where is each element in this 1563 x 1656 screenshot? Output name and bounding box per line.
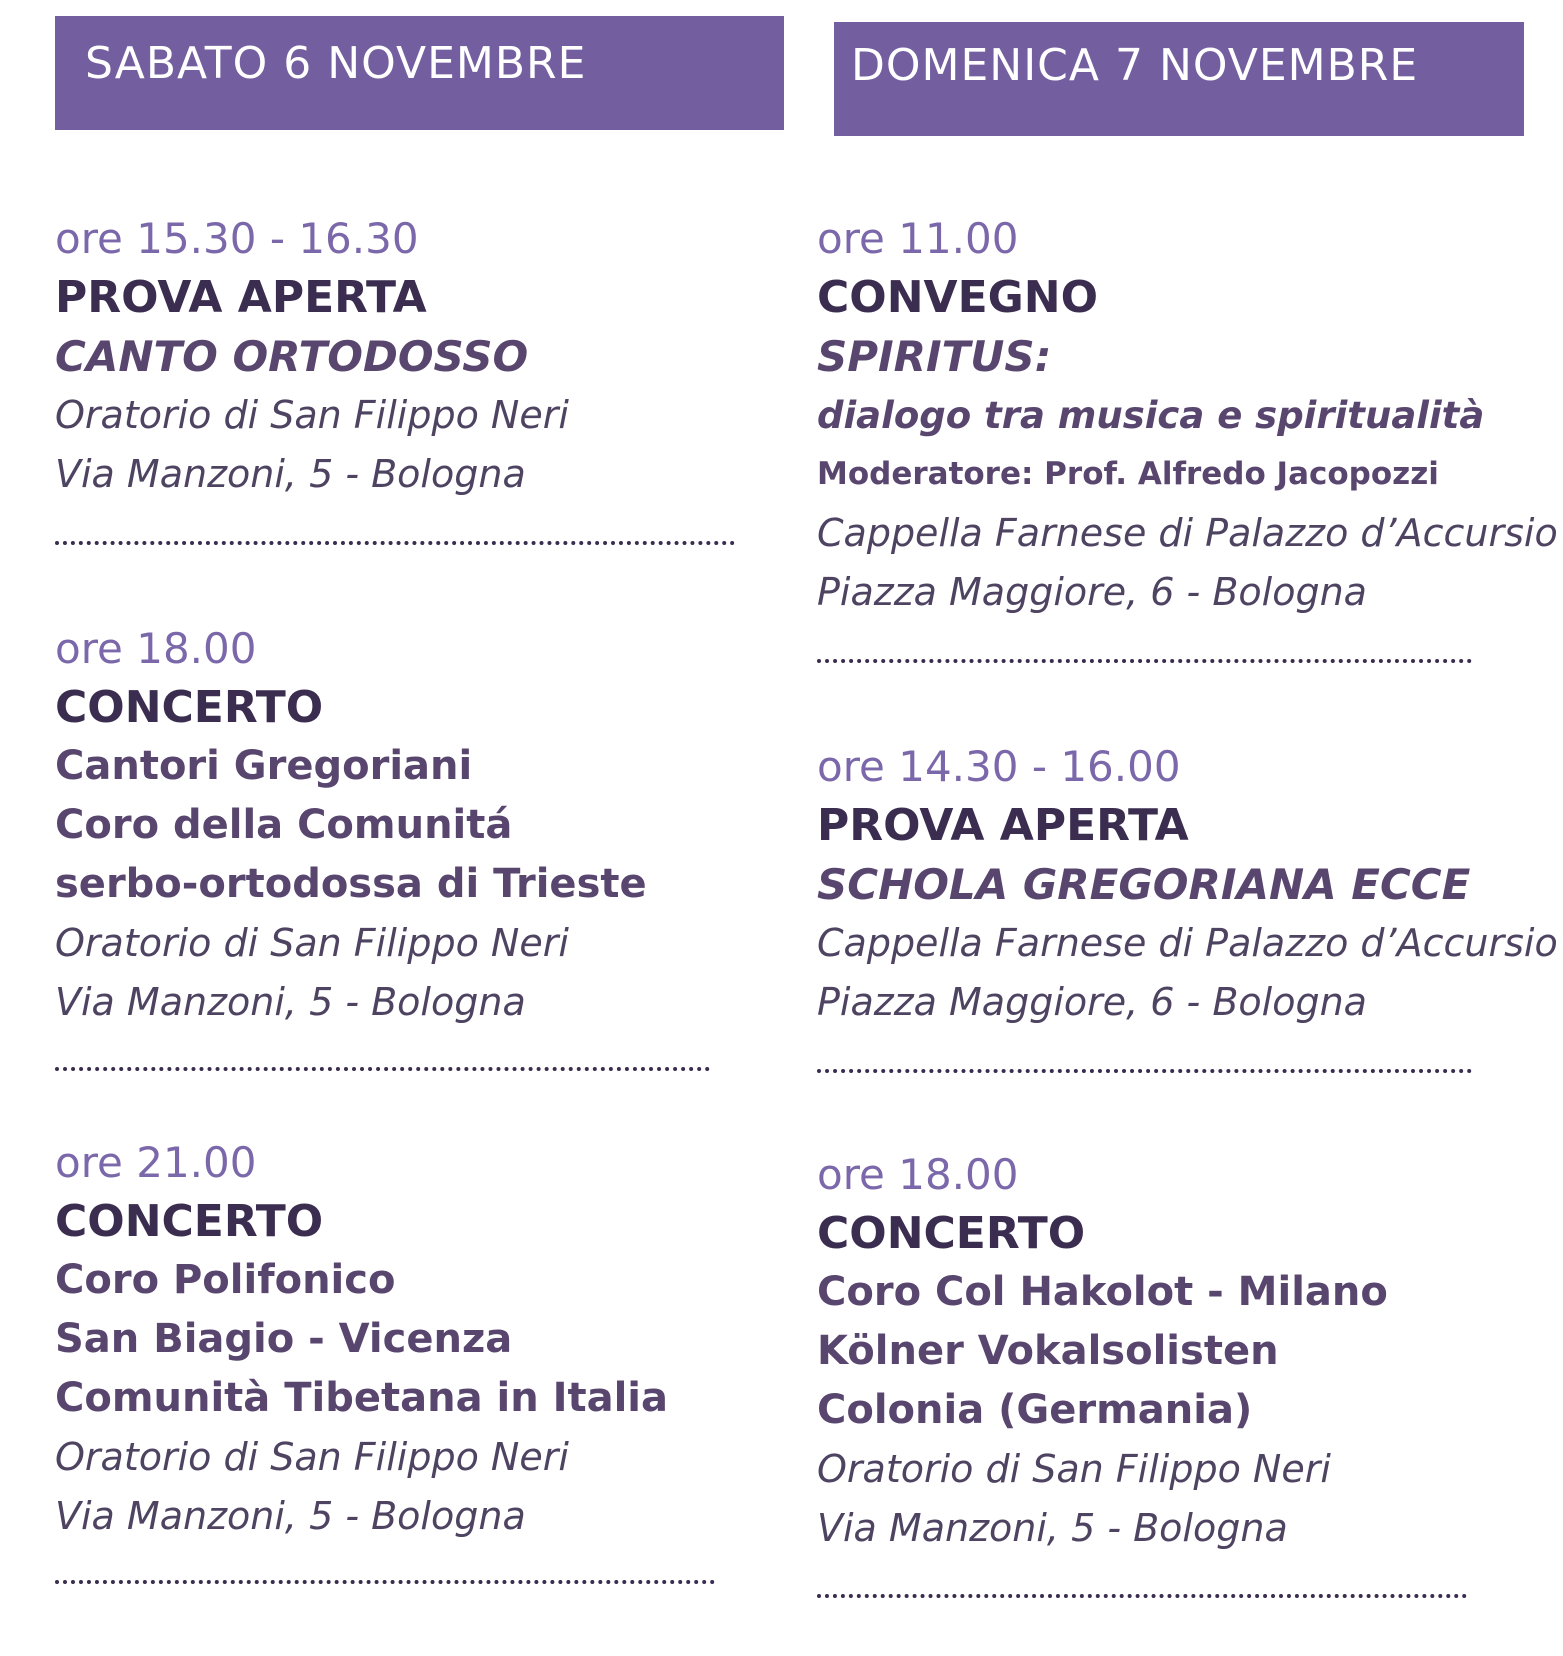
event-type: CONCERTO xyxy=(55,1196,324,1247)
event-time: ore 14.30 - 16.00 xyxy=(817,742,1181,791)
day-header-saturday: SABATO 6 NOVEMBRE xyxy=(55,16,784,130)
event-sunday-3 xyxy=(817,1145,1547,1558)
event-title: CANTO ORTODOSSO xyxy=(55,332,529,381)
event-title: SPIRITUS: xyxy=(817,332,1052,381)
event-performer: Kölner Vokalsolisten xyxy=(817,1328,1279,1374)
event-performer: serbo-ortodossa di Trieste xyxy=(55,861,647,907)
event-performer: Comunità Tibetana in Italia xyxy=(55,1375,669,1421)
event-address: Via Manzoni, 5 - Bologna xyxy=(817,1506,1288,1550)
divider xyxy=(817,659,1472,663)
event-subtitle: dialogo tra musica e spiritualità xyxy=(817,394,1485,437)
event-saturday-1 xyxy=(55,209,785,504)
event-type: CONCERTO xyxy=(55,682,324,733)
divider xyxy=(55,1580,715,1584)
event-time: ore 21.00 xyxy=(55,1138,257,1187)
divider xyxy=(55,1067,710,1071)
event-performer: Coro della Comunitá xyxy=(55,802,513,848)
divider xyxy=(817,1594,1467,1598)
event-address: Via Manzoni, 5 - Bologna xyxy=(55,452,526,496)
event-venue: Cappella Farnese di Palazzo d’Accursio xyxy=(817,921,1558,965)
event-performer: San Biagio - Vicenza xyxy=(55,1316,513,1362)
event-performer: Coro Col Hakolot - Milano xyxy=(817,1269,1388,1315)
event-time: ore 11.00 xyxy=(817,214,1019,263)
event-sunday-2 xyxy=(817,737,1558,1032)
event-performer: Coro Polifonico xyxy=(55,1257,396,1303)
day-header-sunday: DOMENICA 7 NOVEMBRE xyxy=(834,22,1524,136)
event-moderator: Moderatore: Prof. Alfredo Jacopozzi xyxy=(817,456,1439,492)
event-venue: Cappella Farnese di Palazzo d’Accursio xyxy=(817,511,1558,555)
event-type: CONCERTO xyxy=(817,1208,1086,1259)
divider xyxy=(55,541,735,545)
event-title: SCHOLA GREGORIANA ECCE xyxy=(817,860,1471,909)
event-venue: Oratorio di San Filippo Neri xyxy=(55,921,569,965)
event-type: CONVEGNO xyxy=(817,272,1098,323)
event-address: Via Manzoni, 5 - Bologna xyxy=(55,980,526,1024)
event-type: PROVA APERTA xyxy=(55,272,427,323)
event-venue: Oratorio di San Filippo Neri xyxy=(55,393,569,437)
event-time: ore 18.00 xyxy=(817,1150,1019,1199)
event-saturday-3 xyxy=(55,1133,785,1546)
event-address: Piazza Maggiore, 6 - Bologna xyxy=(817,980,1367,1024)
event-sunday-1 xyxy=(817,209,1558,622)
event-time: ore 15.30 - 16.30 xyxy=(55,214,419,263)
event-performer: Cantori Gregoriani xyxy=(55,743,473,789)
event-saturday-2 xyxy=(55,619,785,1032)
event-performer: Colonia (Germania) xyxy=(817,1387,1253,1433)
event-type: PROVA APERTA xyxy=(817,800,1189,851)
event-venue: Oratorio di San Filippo Neri xyxy=(55,1435,569,1479)
event-address: Via Manzoni, 5 - Bologna xyxy=(55,1494,526,1538)
event-address: Piazza Maggiore, 6 - Bologna xyxy=(817,570,1367,614)
divider xyxy=(817,1069,1472,1073)
event-venue: Oratorio di San Filippo Neri xyxy=(817,1447,1331,1491)
event-time: ore 18.00 xyxy=(55,624,257,673)
